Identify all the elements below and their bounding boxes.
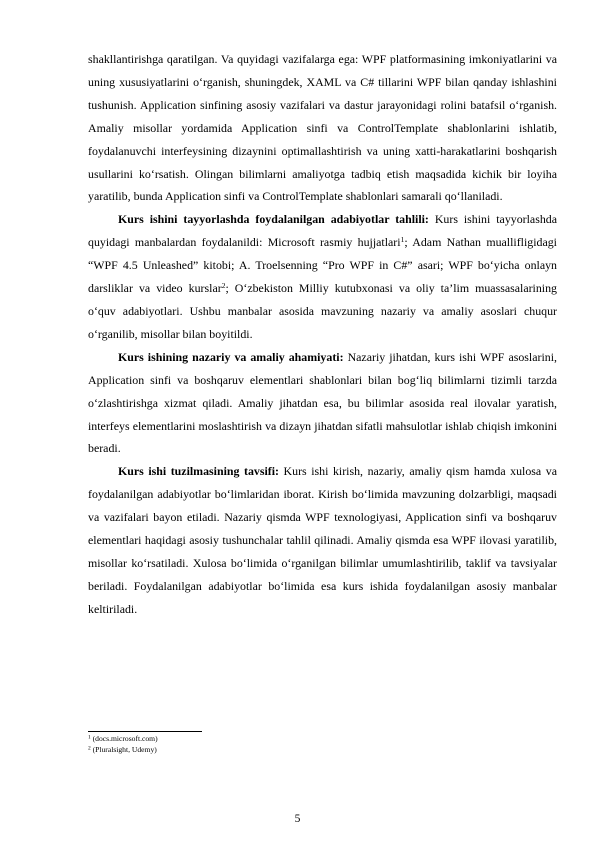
section-heading: Kurs ishining nazariy va amaliy ahamiyati: [118,349,344,364]
page-number: 5 [294,813,301,825]
footnote-text: (docs.microsoft.com) [90,734,158,743]
footnote-text: (Pluralsight, Udemy) [90,744,157,754]
paragraph-significance [88,346,557,461]
section-heading: Kurs ishi tuzilmasining tavsifi: [118,464,279,479]
footnote-ref-2[interactable]: 2 [221,281,226,291]
footnotes [88,734,158,755]
paragraph-objectives [88,48,557,208]
paragraph-literature-review [88,208,557,345]
section-heading: Kurs ishini tayyorlashda foydalanilgan adabiyotlar tahlili: [118,212,429,227]
footnote-mark: 1 [88,734,91,741]
paragraph-text: shakllantirishga qaratilgan. Va quyidagi vazifalarga ega: WPF platformasining imkoniyatlarini va uning xususiyatlarini o‘rganish, shuningdek, XAML va C# tillarini WPF bilan qanday ishlashini tushunish. Application sinfining asosiy vazifalari va dastur jarayonidagi rolini batafsil o‘rganish. Amaliy misollar yordamida Application sinfi va ControlTemplate shablonlarini ishlatib, foydalanuvchi interfeysining dizaynini optimallashtirish va uning xatti-harakatlarini boshqarish usullarini ko‘rsatish. Olingan bilimlarni amaliyotga tadbiq etish maqsadida kichik bir loyiha yaratilib, bunda Application sinfi va ControlTemplate shablonlari samarali qo‘llaniladi. [88,52,557,204]
paragraph-text: Kurs ishini tayyorlashda quyidagi manbalardan foydalanildi: Microsoft rasmiy hujjatlari [88,212,557,250]
footnote-item [88,745,158,756]
paragraph-text: ; Adam Nathan muallifligidagi “WPF 4.5 Unleashed” kitobi; A. Troelsenning “Pro WPF in C#” asari; WPF bo‘yicha onlayn darsliklar va video kurslar [88,235,557,296]
paragraph-text: ; O‘zbekiston Milliy kutubxonasi va oliy ta’lim muassasalarining o‘quv adabiyotlari. Ushbu manbalar asosida mavzuning nazariy va amaliy asoslari chuqur o‘rganilib, misollar bilan boyitildi. [88,281,557,341]
footnote-item [88,734,158,745]
page-body [88,48,557,621]
footnote-separator [88,731,202,732]
paragraph-text: Kurs ishi kirish, nazariy, amaliy qism hamda xulosa va foydalanilgan adabiyotlar bo‘limlaridan iborat. Kirish bo‘limida mavzuning dolzarbligi, maqsadi va vazifalari bayon etiladi. Nazariy qismda WPF texnologiyasi, Application sinfi va boshqaruv elementlari haqidagi asosiy tushunchalar tahlil qilinadi. Amaliy qismda esa WPF ilovasi yaratilib, misollar ko‘rsatiladi. Xulosa bo‘limida o‘rganilgan bilimlar umumlashtirilib, taklif va tavsiyalar beriladi. Foydalanilgan adabiyotlar bo‘limida esa kurs ishida foydalanilgan asosiy manbalar keltiriladi. [88,464,557,616]
paragraph-text: Nazariy jihatdan, kurs ishi WPF asoslarini, Application sinfi va boshqaruv elementlari shablonlari bilan bog‘liq bilimlarni tizimli tarzda o‘zlashtirishga xizmat qiladi. Amaliy jihatdan esa, bu bilimlar asosida real ilovalar yaratish, interfeys elementlarini moslashtirish va dizayn jihatdan sifatli mahsulotlar ishlab chiqish imkonini beradi. [88,349,557,456]
footnote-ref-1[interactable]: 1 [400,235,405,245]
paragraph-structure [88,460,557,620]
footnote-mark: 2 [88,745,91,751]
